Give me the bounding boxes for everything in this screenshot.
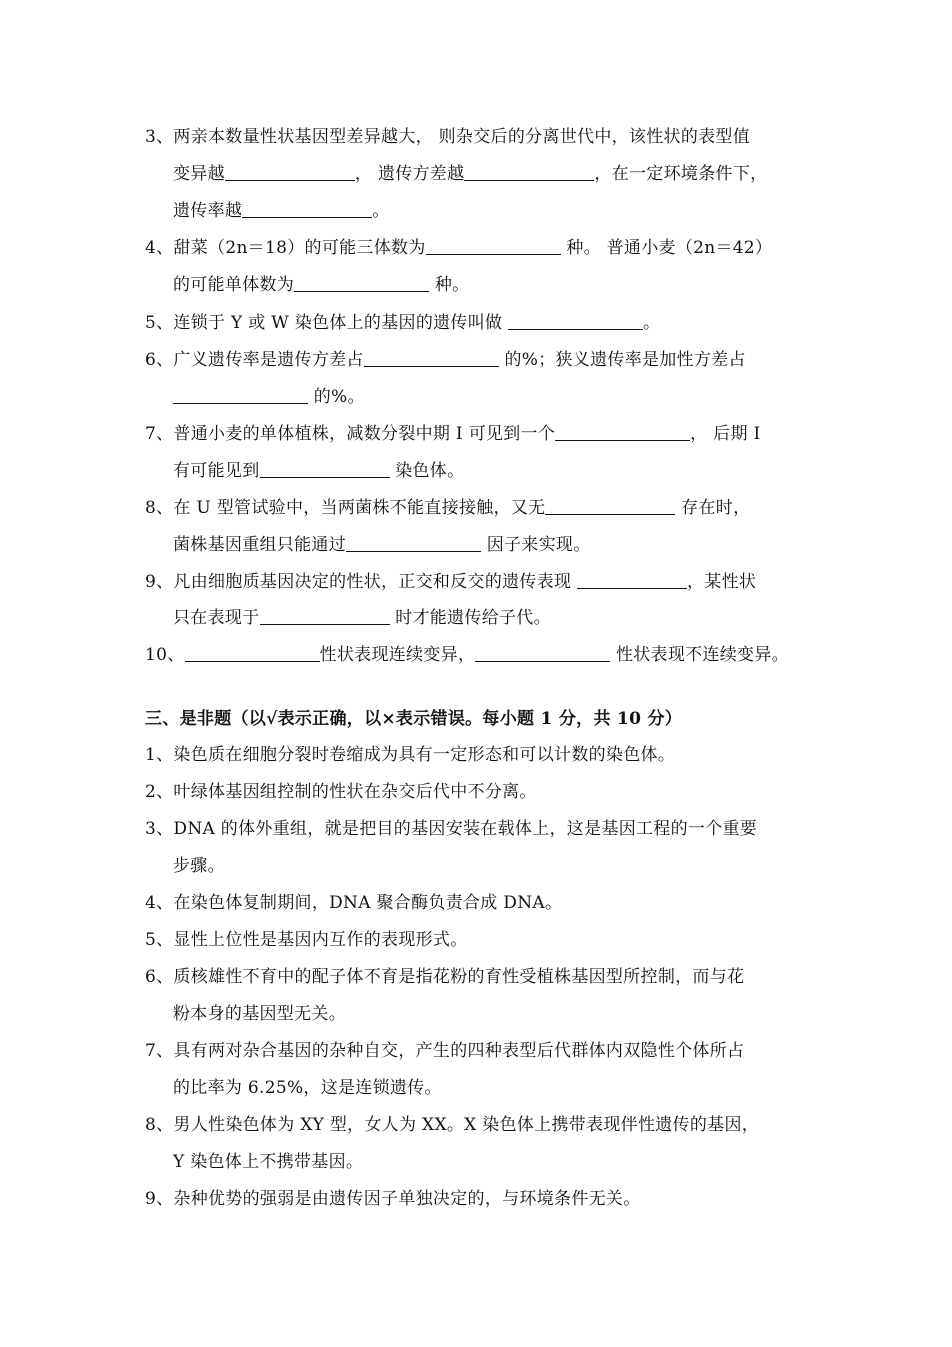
answer-blank[interactable] [260,460,390,478]
tf-item-8-line-2: Y 染色体上不携带基因。 [173,1152,364,1172]
question-3-line-2 [173,162,767,186]
tf-item-6-line-2: 粉本身的基因型无关。 [173,1004,346,1024]
tf-item-4: 4、在染色体复制期间，DNA 聚合酶负责合成 DNA。 [145,893,563,913]
question-text: 因子来实现。 [481,535,591,555]
question-text: 时才能遗传给子代。 [389,608,551,628]
question-text: 在 U 型管试验中，当两菌株不能直接接触，又无 [173,498,546,518]
answer-blank[interactable] [545,497,675,515]
tf-item-3-line-1: 3、DNA 的体外重组，就是把目的基因安装在载体上，这是基因工程的一个重要 [145,819,758,839]
question-6-line-1 [145,348,746,372]
question-text: ， 遗传方差越 [354,164,465,184]
question-4-line-1 [145,236,772,260]
question-9-line-1 [145,570,756,594]
answer-blank[interactable] [242,200,372,218]
question-text: 普通小麦的单体植株，减数分裂中期 I 可见到一个 [173,424,556,444]
question-6-line-2 [173,385,365,409]
tf-item-7-line-2: 的比率为 6.25%，这是连锁遗传。 [173,1078,442,1098]
answer-blank[interactable] [260,607,390,625]
question-text: 有可能见到 [173,461,260,481]
question-text: 凡由细胞质基因决定的性状，正交和反交的遗传表现 [173,572,578,592]
question-text: 的可能单体数为 [173,275,295,295]
question-text: 。 [372,201,390,221]
question-8-line-1 [145,496,750,520]
question-text: 性状表现连续变异， [319,645,476,665]
tf-item-9: 9、杂种优势的强弱是由遗传因子单独决定的，与环境条件无关。 [145,1189,641,1209]
question-text: 的%。 [308,387,365,407]
question-number: 10、 [145,645,185,665]
question-5-line-1 [145,311,660,335]
answer-blank[interactable] [364,349,499,367]
question-text: 两亲本数量性状基因型差异越大， 则杂交后的分离世代中，该性状的表型值 [173,127,751,147]
question-text: 广义遗传率是遗传方差占 [173,350,364,370]
answer-blank[interactable] [555,423,690,441]
question-9-line-2 [173,606,551,630]
question-3-line-1 [145,125,750,149]
tf-item-8-line-1: 8、男人性染色体为 XY 型，女人为 XX。X 染色体上携带表现伴性遗传的基因， [145,1115,760,1135]
tf-item-3-line-2: 步骤。 [173,856,225,876]
question-text: 。 [643,313,661,333]
question-text: ，某性状 [687,572,757,592]
question-7-line-2 [173,459,464,483]
tf-item-1: 1、染色质在细胞分裂时卷缩成为具有一定形态和可以计数的染色体。 [145,745,676,765]
question-number: 3、 [145,127,174,147]
question-number: 8、 [145,498,174,518]
question-number: 9、 [145,572,174,592]
question-text: 遗传率越 [173,201,243,221]
answer-blank[interactable] [346,534,481,552]
question-text: 菌株基因重组只能通过 [173,535,346,555]
question-text: 种。 普通小麦（2n＝42） [560,238,773,258]
answer-blank[interactable] [225,163,355,181]
question-text: ，在一定环境条件下， [594,164,768,184]
question-text: 的%；狭义遗传率是加性方差占 [498,350,746,370]
question-text: 染色体。 [389,461,465,481]
answer-blank[interactable] [426,237,561,255]
question-text: 存在时， [675,498,751,518]
question-3-line-3 [173,199,390,223]
question-text: 连锁于 Y 或 W 染色体上的基因的遗传叫做 [173,313,509,333]
question-text: 变异越 [173,164,225,184]
answer-blank[interactable] [508,312,643,330]
question-text: 种。 [429,275,470,295]
question-text: 性状表现不连续变异。 [610,645,789,665]
question-text: 甜菜（2n＝18）的可能三体数为 [173,238,426,258]
question-text: ， 后期 I [690,424,761,444]
tf-item-5: 5、显性上位性是基因内互作的表现形式。 [145,930,468,950]
answer-blank[interactable] [464,163,594,181]
answer-blank[interactable] [475,644,610,662]
question-8-line-2 [173,533,591,557]
question-text: 只在表现于 [173,608,260,628]
answer-blank[interactable] [185,644,320,662]
question-number: 5、 [145,313,174,333]
section-3-heading: 三、是非题（以√表示正确，以×表示错误。每小题 1 分，共 10 分） [145,709,683,729]
question-number: 7、 [145,424,174,444]
tf-item-2: 2、叶绿体基因组控制的性状在杂交后代中不分离。 [145,782,537,802]
question-number: 6、 [145,350,174,370]
question-10-line-1 [145,643,789,667]
tf-item-7-line-1: 7、具有两对杂合基因的杂种自交，产生的四种表型后代群体内双隐性个体所占 [145,1041,745,1061]
answer-blank[interactable] [173,386,308,404]
question-4-line-2 [173,273,469,297]
question-7-line-1 [145,422,760,446]
answer-blank[interactable] [577,571,687,589]
question-number: 4、 [145,238,174,258]
answer-blank[interactable] [294,274,429,292]
tf-item-6-line-1: 6、质核雄性不育中的配子体不育是指花粉的育性受植株基因型所控制，而与花 [145,967,745,987]
